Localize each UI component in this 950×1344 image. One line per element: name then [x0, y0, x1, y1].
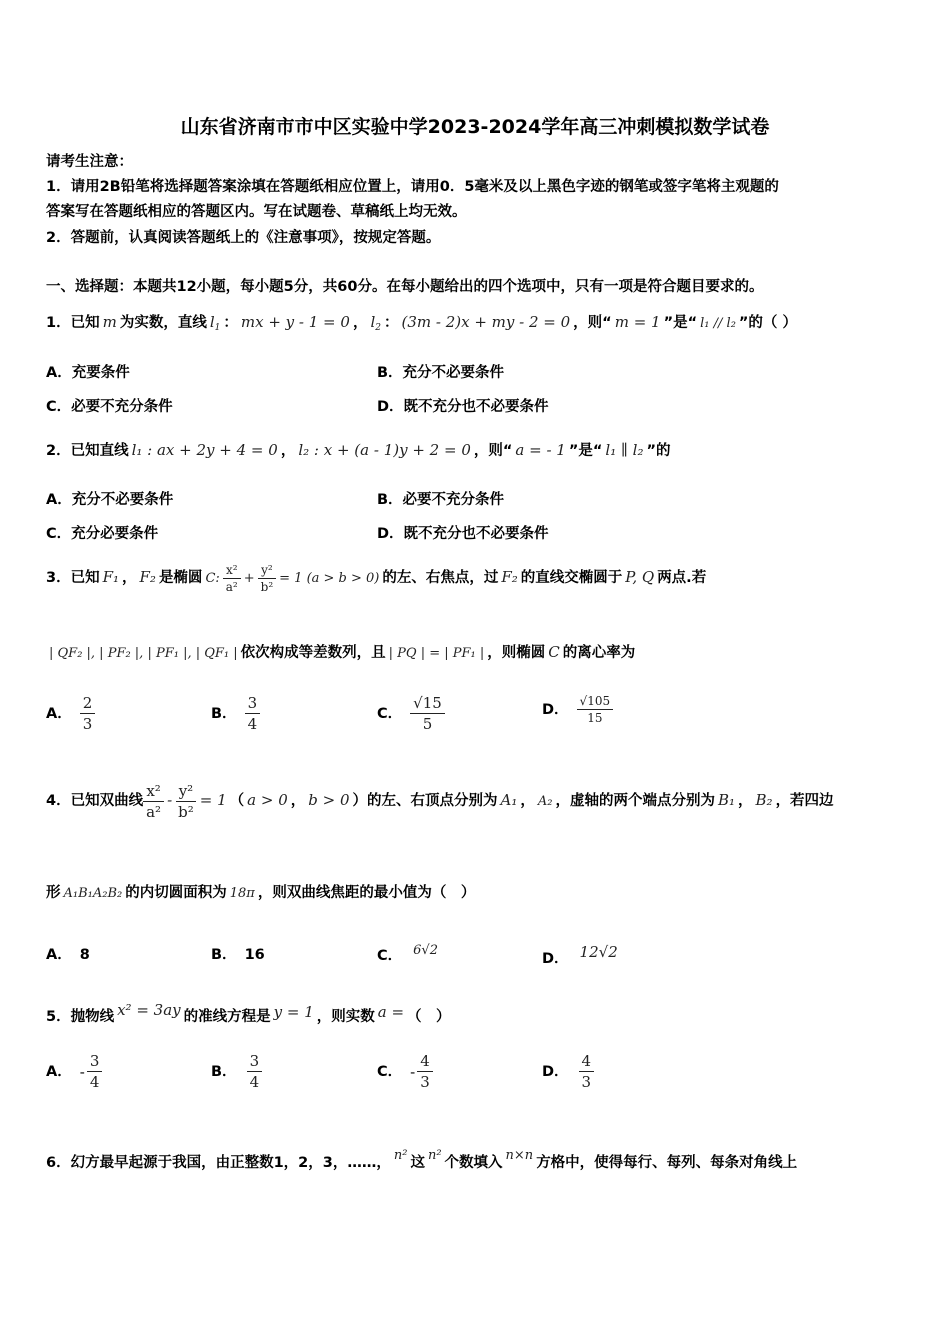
q5-option-a-fraction: $\frac{3}{4}$ — [87, 1052, 103, 1091]
q3-ellipse-c: C — [548, 643, 560, 661]
question-5-stem — [46, 1000, 451, 1027]
q2-text-4: ”的 — [646, 443, 671, 459]
question-2-stem — [46, 440, 671, 461]
q2-option-b[interactable]: B．必要不充分条件 — [377, 492, 505, 508]
q4-text-4: ，虚轴的两个端点分别为 — [555, 793, 715, 809]
q1-equation-1: mx + y - 1 = 0 — [240, 313, 350, 331]
q6-text-2: 这 — [410, 1155, 425, 1171]
q2-text-3: ”是“ — [568, 443, 603, 459]
q3-eq-condition: = 1 (a > b > 0) — [279, 571, 380, 586]
q5-option-c-fraction: $\frac{4}{3}$ — [417, 1052, 433, 1091]
q4-option-a[interactable]: A． 8 — [46, 947, 90, 963]
q5-option-d-fraction: $\frac{4}{3}$ — [579, 1052, 595, 1091]
q4-option-b[interactable]: B． 16 — [211, 947, 265, 963]
q2-option-c[interactable]: C．充分必要条件 — [46, 526, 159, 542]
q1-text-5: ”的（ ） — [738, 315, 797, 331]
q6-text-4: 方格中，使得每行、每列、每条对角线上 — [536, 1155, 798, 1171]
q5-option-b-fraction: $\frac{3}{4}$ — [247, 1052, 263, 1091]
q4-cond-a: a > 0 — [247, 791, 288, 809]
notice-line-2: 答案写在答题纸相应的答题区内。写在试题卷、草稿纸上均无效。 — [46, 204, 467, 220]
q4-equals-one: = 1 — [199, 791, 227, 809]
q3-option-c[interactable]: C． $\frac{√15}{5}$ — [377, 694, 445, 733]
q2-comma: ， — [280, 443, 296, 459]
q3-text-6: 依次构成等差数列，且 — [240, 645, 386, 661]
q5-option-d[interactable]: D． $\frac{4}{3}$ — [542, 1052, 594, 1091]
q3-sequence: | QF₂ |, | PF₂ |, | PF₁ |, | QF₁ | — [49, 646, 238, 661]
q2-option-d[interactable]: D．既不充分也不必要条件 — [377, 526, 549, 542]
q6-n-squared-1: n² — [393, 1148, 408, 1163]
q4-comma-2: ， — [738, 793, 753, 809]
q1-equation-2: (3m - 2)x + my - 2 = 0 — [401, 313, 571, 331]
q3-f2: F₂ — [139, 568, 156, 586]
notice-heading: 请考生注意： — [46, 154, 133, 170]
q1-var-m: m — [102, 313, 117, 331]
q3-option-b-fraction: $\frac{3}{4}$ — [245, 694, 261, 733]
q3-points-pq: P, Q — [625, 568, 655, 586]
q6-text-3: 个数填入 — [444, 1155, 503, 1171]
q4-quadrilateral: A₁B₁A₂B₂ — [63, 886, 123, 901]
q6-n-squared-2: n² — [427, 1148, 442, 1163]
q3-text-7: ，则椭圆 — [487, 645, 546, 661]
q1-text-2: 为实数，直线 — [119, 315, 207, 331]
q4-area: 18π — [229, 886, 255, 901]
q2-text-2: ，则“ — [473, 443, 513, 459]
q3-plus: + — [243, 571, 255, 586]
q4-text-5: ，若四边 — [775, 793, 834, 809]
q4-text-3: ）的左、右顶点分别为 — [352, 793, 498, 809]
notice-line-1: 1．请用2B铅笔将选择题答案涂填在答题纸相应位置上，请用0．5毫米及以上黑色字迹的钢笔或签字笔将主观题的 — [46, 179, 779, 195]
q2-relation: l₁ ∥ l₂ — [605, 441, 644, 459]
question-4-stem-line-1 — [46, 778, 834, 824]
q1-text-4: ”是“ — [663, 315, 698, 331]
q4-text-7: 的内切圆面积为 — [125, 885, 227, 901]
page-title: 山东省济南市市中区实验中学2023-2024学年高三冲刺模拟数学试卷 — [180, 116, 770, 138]
q3-text-4: 的直线交椭圆于 — [520, 570, 623, 586]
q6-grid-size: n×n — [505, 1148, 534, 1163]
q3-option-d-fraction: $\frac{√105}{15}$ — [577, 694, 614, 725]
q3-option-b[interactable]: B． $\frac{3}{4}$ — [211, 694, 260, 733]
q5-text-1: 5．抛物线 — [46, 1009, 115, 1025]
q2-equation-1: l₁ : ax + 2y + 4 = 0 — [131, 441, 278, 459]
q4-text-1: 4．已知双曲线 — [46, 793, 144, 809]
q5-option-a[interactable]: A． - $\frac{3}{4}$ — [46, 1052, 102, 1091]
q1-option-d[interactable]: D．既不充分也不必要条件 — [377, 399, 549, 415]
q4-b2: B₂ — [755, 791, 773, 809]
q3-ellipse-label: C: — [205, 571, 220, 586]
q1-line-l1: $l_1$ — [209, 313, 221, 333]
q3-option-a-fraction: $\frac{2}{3}$ — [80, 694, 96, 733]
q5-directrix: y = 1 — [273, 1003, 314, 1021]
q4-text-2: （ — [229, 793, 245, 809]
q5-text-2: 的准线方程是 — [183, 1009, 271, 1025]
q1-condition: m = 1 — [614, 313, 661, 331]
q1-text-3: ，则“ — [573, 315, 612, 331]
q1-line-l2: $l_2$ — [370, 313, 381, 333]
q1-colon-1: ： — [223, 315, 238, 331]
q2-equation-2: l₂ : x + (a - 1)y + 2 = 0 — [298, 441, 471, 459]
q3-fraction-x: $\frac{\text{x²}}{\text{a²}}$ — [223, 563, 241, 594]
q3-option-d[interactable]: D． $\frac{√105}{15}$ — [542, 694, 613, 725]
question-3-stem-line-1 — [46, 558, 706, 598]
q5-equation: x² = 3ay — [117, 1001, 181, 1019]
q3-f1: F₁ — [102, 568, 120, 586]
notice-line-3: 2．答题前，认真阅读答题纸上的《注意事项》，按规定答题。 — [46, 230, 441, 246]
q2-condition: a = - 1 — [515, 441, 566, 459]
q1-option-b[interactable]: B．充分不必要条件 — [377, 365, 505, 381]
q6-text-1: 6．幻方最早起源于我国，由正整数1，2，3，……， — [46, 1155, 391, 1171]
question-6-stem — [46, 1146, 797, 1173]
q5-text-4: （ ） — [407, 1009, 451, 1025]
q3-text-5: 两点.若 — [657, 570, 707, 586]
q3-option-a[interactable]: A． $\frac{2}{3}$ — [46, 694, 95, 733]
q3-text-1: 3．已知 — [46, 570, 100, 586]
q5-text-3: ，则实数 — [316, 1009, 375, 1025]
q4-fraction-y: $\frac{\text{y²}}{\text{b²}}$ — [175, 782, 197, 821]
q4-b1: B₁ — [717, 791, 736, 809]
q3-text-3: 的左、右焦点，过 — [382, 570, 499, 586]
q1-relation: l₁ // l₂ — [700, 316, 736, 331]
q1-comma: ， — [352, 315, 368, 331]
q3-text-2: 是椭圆 — [158, 570, 203, 586]
q5-var-a: a = — [377, 1003, 405, 1021]
question-3-stem-line-2 — [46, 642, 635, 664]
q1-option-c[interactable]: C．必要不充分条件 — [46, 399, 173, 415]
question-1-stem — [46, 312, 797, 338]
q5-option-c[interactable]: C． - $\frac{4}{3}$ — [377, 1052, 433, 1091]
q3-fraction-y: $\frac{\text{y²}}{\text{b²}}$ — [258, 563, 277, 594]
q4-sep: ， — [290, 793, 306, 809]
q2-option-a[interactable]: A．充分不必要条件 — [46, 492, 174, 508]
q4-a1: A₁ — [500, 791, 518, 809]
question-4-stem-line-2 — [46, 883, 475, 904]
section-heading: 一、选择题：本题共12小题，每小题5分，共60分。在每小题给出的四个选项中，只有一项是符合题目要求的。 — [46, 279, 764, 295]
q5-option-b[interactable]: B． $\frac{3}{4}$ — [211, 1052, 262, 1091]
q3-text-8: 的离心率为 — [562, 645, 636, 661]
q2-text-1: 2．已知直线 — [46, 443, 129, 459]
q3-option-c-fraction: $\frac{√15}{5}$ — [410, 694, 445, 733]
q4-option-c[interactable]: C． 6√2 — [377, 943, 438, 964]
q4-comma-1: ， — [520, 793, 535, 809]
q3-condition: | PQ | = | PF₁ | — [388, 646, 485, 661]
q4-cond-b: b > 0 — [308, 791, 350, 809]
q4-text-6: 形 — [46, 885, 61, 901]
q1-colon-2: ： — [383, 315, 399, 331]
q1-option-a[interactable]: A．充要条件 — [46, 365, 130, 381]
q4-a2: A₂ — [537, 794, 553, 809]
q4-text-8: ，则双曲线焦距的最小值为（ ） — [257, 885, 476, 901]
q3-f2-b: F₂ — [501, 568, 518, 586]
q3-comma: ， — [122, 570, 137, 586]
q4-minus: - — [167, 791, 173, 809]
q1-text-1: 1．已知 — [46, 315, 100, 331]
q4-option-d[interactable]: D． 12√2 — [542, 943, 618, 967]
q4-fraction-x: $\frac{\text{x²}}{\text{a²}}$ — [143, 782, 164, 821]
